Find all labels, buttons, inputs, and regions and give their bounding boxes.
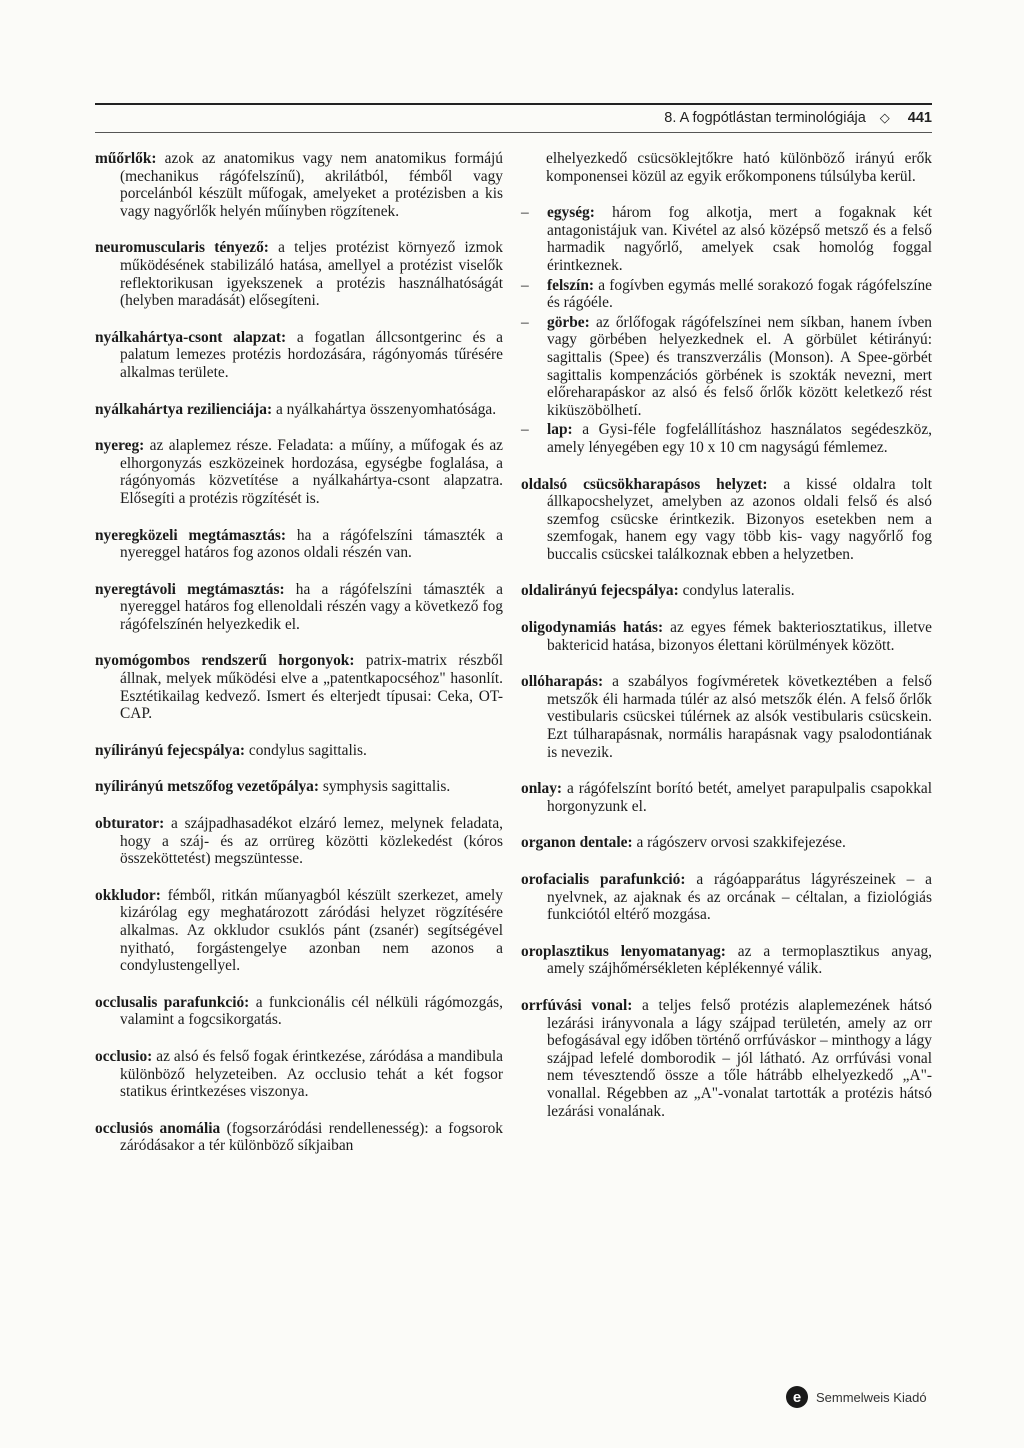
entry-definition: a teljes felső protézis alaplemezének hátsó lezárási irányvonala a lágy szájpad területén, amely az orr befogásával egy időben történő orrfúváskor – minthogy a lágy szájpad lefelé domborodik – jól látható. Az orrfúvási vonal nem tévesztendő össze a tőle hátrább elhelyezkedő „A"-vonallal. Régebben az „A"-vonalat tartották a protézis hátsó lezárási vonalának. <box>547 996 932 1120</box>
dash-bullet: – <box>521 276 529 294</box>
entry-term: okkludor: <box>95 886 161 904</box>
entry-definition: a fogatlan állcsontgerinc és a palatum lemezes protézis hordozására, rágónyomás tűrésére alkalmas területe. <box>120 328 503 381</box>
header-underline <box>95 132 932 133</box>
entry-term: lap: <box>547 421 573 439</box>
right-column <box>521 150 932 1139</box>
entry-term: görbe: <box>547 313 590 331</box>
entry-term: egység: <box>547 204 595 222</box>
entry-definition: a Gysi-féle fogfelállításhoz használatos segédeszköz, amely lényegében egy 10 x 10 cm nagyságú fémlemez. <box>547 421 932 456</box>
diamond-icon: ◇ <box>879 110 890 125</box>
glossary-entry <box>95 527 503 562</box>
glossary-entry <box>95 581 503 634</box>
entry-definition: az őrlőfogak rágófelszínei nem síkban, hanem ívben vagy görbében helyezkednek el. A görbület kétirányú: sagittalis (Spee) és transzverzális (Monson). A Spee-görbét sagittalis kompenzációs görbének is szokták nevezni, mert előreharapáskor az alsó és felső őrlők között keletkező rést kiküszöbölhetí. <box>547 313 932 419</box>
entry-term: felszín: <box>547 276 595 294</box>
entry-definition: az egyes fémek bakteriosztatikus, illetve baktericid hatása, bizonyos élettani körülmények között. <box>547 619 932 654</box>
glossary-entry <box>95 239 503 309</box>
entry-definition: a funkcionális cél nélküli rágómozgás, valamint a fogcsikorgatás. <box>120 993 503 1029</box>
entry-term: oldalirányú fejecspálya: <box>521 582 679 600</box>
entry-definition: három fog alkotja, mert a fogaknak két antagonistájuk van. Kivétel az alsó középső metsző és a felső harmadik nagyőrlő, amelyek csak homológ foggal érintkeznek. <box>547 204 932 274</box>
glossary-entry <box>521 834 932 852</box>
entry-definition: az alaplemez része. Feladata: a műíny, a műfogak és az elhorgonyzás eszközeinek hordozása, egységbe foglalása, a rágónyomás közvetítése a nyálkahártya-csont alapzatra. Elősegíti a protézis rögzítését is. <box>120 437 503 507</box>
entry-definition: a rágószerv orvosi szakkifejezése. <box>632 834 846 852</box>
glossary-entry <box>521 673 932 761</box>
list-item <box>521 277 932 312</box>
entry-term: nyereg: <box>95 437 145 455</box>
entry-definition: az alsó és felső fogak érintkezése, záródása a mandibula különböző helyzeteiben. Az occlusio tehát a két fogsor statikus érintkezéses viszonya. <box>120 1047 503 1101</box>
sub-term-list <box>521 204 932 456</box>
publisher-name: Semmelweis Kiadó <box>816 1389 927 1405</box>
entry-term: nyílirányú metszőfog vezetőpálya: <box>95 778 319 796</box>
left-column <box>95 150 503 1174</box>
entry-definition: ha a rágófelszíni támaszték a nyereggel határos fog ellenoldali részén vagy a következő fog rágófelszínén helyezkedik el. <box>120 580 503 633</box>
entry-definition: a fogívben egymás mellé sorakozó fogak rágófelszíne és rágóéle. <box>547 276 932 312</box>
entry-term: oroplasztikus lenyomatanyag: <box>521 942 726 960</box>
entry-term: occlusalis parafunkció: <box>95 993 250 1011</box>
entry-definition: a szabályos fogívméretek következtében a felső metszők éli harmada túlér az alsó metszők élén. A felső őrlők vestibularis csücskei túlérnek az alsók vestibularis csücskein. Ezt túlharapásnak, normális harapásnak vagy psalodontiának is nevezik. <box>547 673 932 761</box>
dash-bullet: – <box>521 204 529 222</box>
glossary-entry <box>95 887 503 975</box>
entry-definition: fémből, ritkán műanyagból készült szerkezet, amely kizárólag egy meghatározott záródási helyzet rögzítésére alkalmas. Az okkludor csuklós pánt (zsanér) segítségével nyitható, forgástengelye azonban nem azonos a condylustengellyel. <box>120 886 503 975</box>
entry-term: obturator: <box>95 815 165 833</box>
dash-bullet: – <box>521 421 529 439</box>
entry-term: organon dentale: <box>521 834 633 852</box>
entry-definition: a rágófelszínt borító betét, amelyet parapulpalis csapokkal horgonyzunk el. <box>547 780 932 815</box>
entry-definition: condylus lateralis. <box>678 582 795 600</box>
list-item <box>521 421 932 456</box>
entry-term: ollóharapás: <box>521 673 604 691</box>
entry-term: orrfúvási vonal: <box>521 996 633 1014</box>
continued-text: elhelyezkedő csücsöklejtőkre ható különböző irányú erők komponensei közül az egyik erőkomponens túlsúlyba kerül. <box>546 150 932 185</box>
chapter-title: 8. A fogpótlástan terminológiája <box>664 110 866 126</box>
dash-bullet: – <box>521 313 529 331</box>
running-header <box>540 106 932 130</box>
publisher-footer <box>786 1384 936 1410</box>
entry-definition: az a termoplasztikus anyag, amely szájhőmérsékleten képlékennyé válik. <box>547 942 932 978</box>
entry-term: neuromuscularis tényező: <box>95 239 269 257</box>
entry-term: onlay: <box>521 780 563 798</box>
publisher-logo-icon: e <box>786 1386 808 1408</box>
entry-definition: (fogsorzáródási rendellenesség): a fogsorok záródásakor a tér különböző síkjaiban <box>120 1119 503 1155</box>
header-rule <box>95 103 932 105</box>
glossary-entry <box>521 619 932 654</box>
entry-term: nyeregközeli megtámasztás: <box>95 526 286 544</box>
glossary-entry <box>95 652 503 722</box>
glossary-entry <box>95 815 503 868</box>
entry-term: nyomógombos rendszerű horgonyok: <box>95 652 355 670</box>
entry-term: nyálkahártya rezilienciája: <box>95 400 273 418</box>
glossary-entry <box>95 329 503 382</box>
entry-definition: symphysis sagittalis. <box>318 778 451 796</box>
entry-definition: azok az anatomikus vagy nem anatomikus formájú (mechanikus rágófelszínű), akrilátból, fémből vagy porcelánból készült műfogak, amelyeket a protézisben a kis vagy nagyőrlők helyén műínyben rögzítenek. <box>120 150 503 220</box>
entry-definition: a kissé oldalra tolt állkapocshelyzet, amelyben az azonos oldali felső és alsó szemfog csücske érintkezik. Bizonyos esetekben nem a szemfogak, hanem egy vagy több kis- vagy nagyőrlő fog buccalis csücskei találkoznak ebben a helyzetben. <box>547 475 932 563</box>
list-item <box>521 314 932 420</box>
page-number: 441 <box>907 110 932 126</box>
glossary-entry <box>95 437 503 507</box>
entry-definition: ha a rágófelszíni támaszték a nyereggel határos fog azonos oldali részén van. <box>120 526 503 562</box>
glossary-entry <box>521 476 932 564</box>
glossary-entry <box>521 943 932 978</box>
entry-definition: condylus sagittalis. <box>245 741 367 759</box>
glossary-entry <box>95 742 503 760</box>
entry-term: nyálkahártya-csont alapzat: <box>95 328 287 346</box>
entry-definition: patrix-matrix részből állnak, melyek működési elve a „patentkapocséhoz" hasonlít. Esztétikailag kedvező. Ismert és elterjedt típusai: Ceka, OT-CAP. <box>120 652 503 723</box>
entry-definition: a szájpadhasadékot elzáró lemez, melynek feladata, hogy a száj- és az orrüreg közötti közlekedést (kóros összeköttetést) megszüntesse. <box>120 815 503 868</box>
glossary-entry <box>521 582 932 600</box>
entry-term: nyeregtávoli megtámasztás: <box>95 580 285 598</box>
entry-definition: a nyálkahártya összenyomhatósága. <box>272 400 497 418</box>
entry-term: oldalsó csücsökharapásos helyzet: <box>521 475 768 493</box>
glossary-entry <box>95 778 503 796</box>
entry-term: orofacialis parafunkció: <box>521 871 686 888</box>
entry-term: nyílirányú fejecspálya: <box>95 741 246 759</box>
glossary-entry <box>521 871 932 924</box>
entry-term: occlusio: <box>95 1047 153 1065</box>
entry-definition: a teljes protézist környező izmok működésének stabilizáló hatása, amellyel a protézist viselők reflektorikusan igyekszenek a protézis használhatóságát (helyben maradását) elősegíteni. <box>120 239 503 310</box>
entry-term: oligodynamiás hatás: <box>521 619 664 637</box>
glossary-entry <box>95 150 503 220</box>
glossary-entry <box>95 994 503 1029</box>
glossary-entry <box>521 997 932 1120</box>
glossary-entry <box>95 401 503 419</box>
list-item <box>521 204 932 274</box>
entry-term: occlusiós anomália <box>95 1119 221 1137</box>
glossary-entry <box>95 1120 503 1155</box>
entry-term: műőrlők: <box>95 150 157 167</box>
glossary-entry <box>521 780 932 815</box>
glossary-entry <box>95 1048 503 1101</box>
entry-definition: a rágóapparátus lágyrészeinek – a nyelvnek, az ajaknak és az orcának – céltalan, a fiziológiás funkciótól eltérő mozgása. <box>547 871 932 924</box>
